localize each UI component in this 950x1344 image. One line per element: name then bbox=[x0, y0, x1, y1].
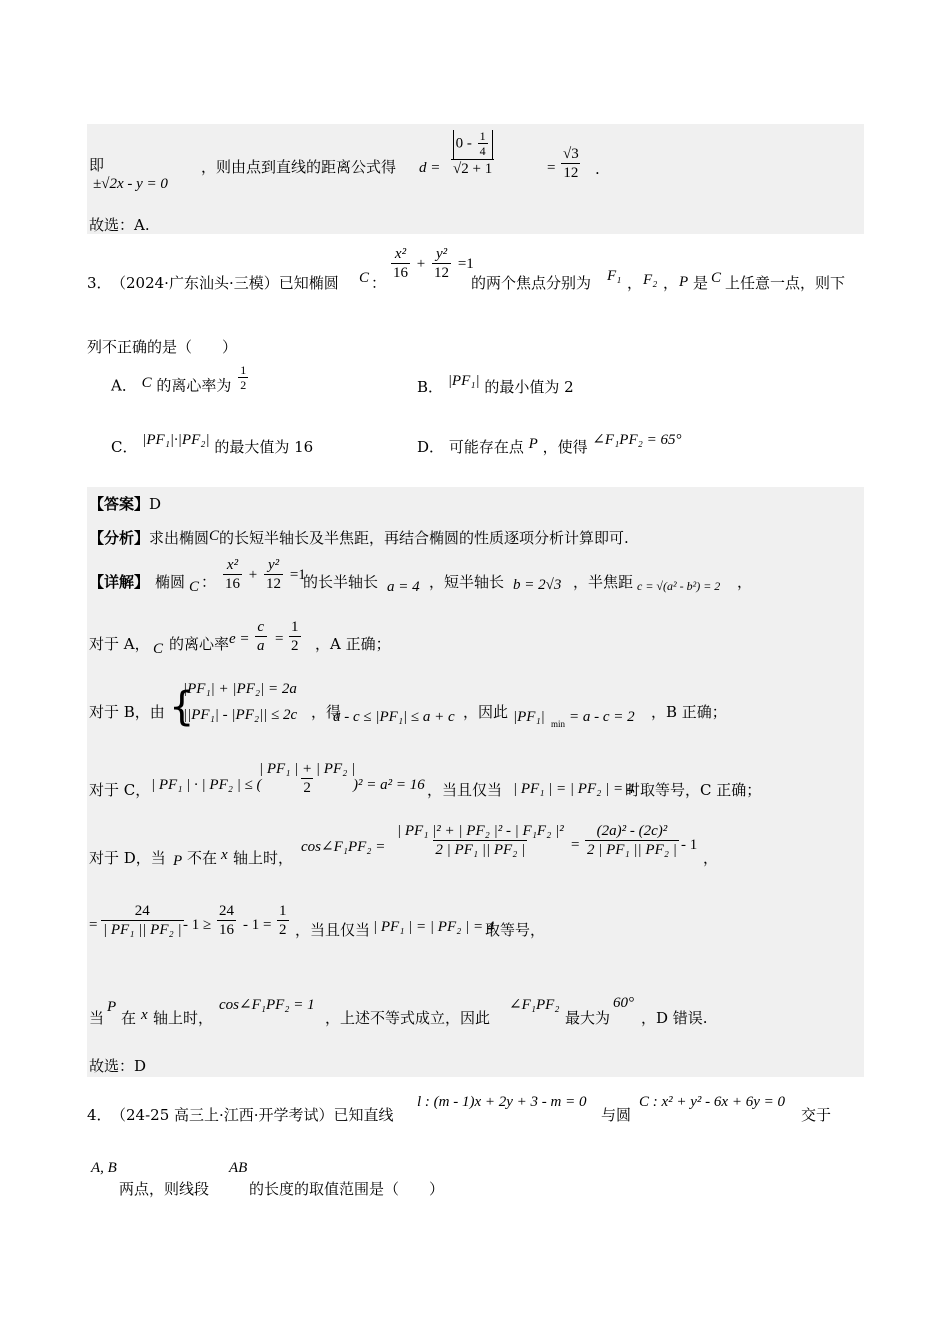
line-equation: l : (m - 1)x + 2y + 3 - m = 0 bbox=[417, 1094, 587, 1110]
ellipse-equation-detail: $\frac{\text{x²}}{16}$ + $\frac{\text{y²}}{12}$ =1 bbox=[225, 557, 306, 592]
question-3 bbox=[87, 244, 864, 474]
analysis-line: 【分析】求出椭圆C的长短半轴长及半焦距，再结合椭圆的性质逐项分析计算即可. bbox=[89, 528, 629, 547]
abs-zero: 0 - bbox=[455, 135, 472, 152]
detail-line-D: 对于 D，当 P 不在 x 轴上时， cos∠F₁PF₂ = $\frac{\text{| PF₁ |² + | PF₂ |² - | F₁F₂ |²}}{\text{2 | PF₁ || PF₂ |}}$ = $\frac{\text{(2a)² - (2c)²}}{\text{2 | PF₁ || PF₂ |}}$ - 1 ， bbox=[89, 823, 719, 869]
line-equation: ±√2x - y = 0 bbox=[93, 176, 168, 192]
question-number: 3． bbox=[87, 274, 112, 292]
solution-2-block: 即 ±√2x - y = 0 ，则由点到直线的距离公式得 d = 0 - $\frac{1}{4}$ √2 + 1 = $\frac{√3}{12}$ . 故选：A. bbox=[87, 124, 864, 234]
point-P: P bbox=[679, 274, 689, 290]
quarter-den: 4 bbox=[479, 144, 486, 159]
result-num: √3 bbox=[563, 146, 579, 162]
foci-text: 的两个焦点分别为 bbox=[471, 274, 592, 292]
quarter-num: 1 bbox=[479, 129, 486, 143]
final-answer: 故选：D bbox=[89, 1057, 147, 1075]
solution-3-block bbox=[87, 487, 864, 1077]
detail-line-F: 当 P 在 x 轴上时， cos∠F₁PF₂ = 1 ，上述不等式成立，因此 ∠F₁PF₂ 最大为 60° ，D 错误. bbox=[89, 995, 708, 1027]
formula-lhs: d = bbox=[419, 160, 441, 176]
formula-end: . bbox=[595, 160, 600, 178]
sqrt-denominator: √2 + 1 bbox=[453, 160, 493, 177]
question-4-line-1: 4． （24-25 高三上·江西·开学考试）已知直线 l : (m - 1)x + 2y + 3 - m = 0 与圆 C : x² + y² - 6x + 6y = 0 交于 bbox=[87, 1094, 832, 1124]
question-source: （2024·广东汕头·三模）已知椭圆 bbox=[111, 274, 339, 292]
detail-line: 【详解】 椭圆 C ： $\frac{\text{x²}}{16}$ + $\frac{\text{y²}}{12}$ =1 的长半轴长 a = 4 ，短半轴长 b = 2√3 ，半焦距 c = √(a² - b²) = 2 ， bbox=[89, 557, 753, 595]
distance-formula bbox=[449, 130, 496, 178]
question-3-line-2: 列不正确的是（ ） bbox=[87, 338, 238, 356]
result-den: 12 bbox=[563, 164, 579, 181]
result-fraction bbox=[559, 146, 583, 182]
ellipse-equation: $\frac{\text{x²}}{16}$ + $\frac{\text{y²}}{12}$ =1 bbox=[393, 246, 474, 281]
answer-line: 故选：A. bbox=[89, 216, 150, 234]
detail-line-B: 对于 B，由 { |PF₁| + |PF₂| = 2a ||PF₁| - |PF₂|| ≤ 2c ，得 a - c ≤ |PF₁| ≤ a + c ，因此 |PF₁| min = a - c = 2 ，B 正确； bbox=[89, 681, 727, 730]
question-3-line-1: 3． （2024·广东汕头·三模）已知椭圆 C ： $\frac{\text{x²}}{16}$ + $\frac{\text{y²}}{12}$ =1 的两个焦点分别为 F₁ ， F₂ ， P 是 C 上任意一点，则下 bbox=[87, 246, 846, 292]
detail-line-C: 对于 C， | PF₁ | · | PF₂ | ≤ ( $\frac{\text{| PF₁ | + | PF₂ |}}{2}$ )² = a² = 16 ，当且仅当 | PF₁ | = | PF₂ | = 4 时取等号，C 正确； bbox=[89, 761, 762, 799]
focus-F2: F₂ bbox=[643, 272, 658, 288]
option-D[interactable]: D． 可能存在点 P ，使得 ∠F₁PF₂ = 65° bbox=[417, 432, 682, 456]
detail-line-E: = $\frac{24}{\text{| PF₁ || PF₂ |}}$ - 1 ≥ $\frac{24}{16}$ - 1 = $\frac{1}{2}$ ，当且仅当 | PF₁ | = | PF₂ | = 4 取等号， bbox=[89, 903, 546, 939]
intro-text: 即 bbox=[89, 156, 105, 174]
focus-F1: F₁ bbox=[607, 268, 622, 284]
ellipse-C-2: C bbox=[711, 270, 722, 286]
option-B[interactable]: B． |PF₁| 的最小值为 2 bbox=[417, 373, 574, 396]
question-4-line-2: A, B 两点，则线段 AB 的长度的取值范围是（ ） bbox=[91, 1160, 445, 1198]
detail-line-A: 对于 A， C 的离心率 e = $\frac{c}{a}$ = $\frac{1}{2}$ ，A 正确； bbox=[89, 619, 391, 657]
ellipse-C: C bbox=[359, 270, 370, 286]
circle-equation: C : x² + y² - 6x + 6y = 0 bbox=[639, 1094, 785, 1110]
middle-text: ，则由点到直线的距离公式得 bbox=[201, 158, 397, 176]
question-4 bbox=[87, 1090, 864, 1210]
answer-line: 【答案】D bbox=[89, 495, 162, 513]
option-C[interactable]: C． |PF₁|·|PF₂| 的最大值为 16 bbox=[111, 432, 314, 456]
option-A[interactable]: A． C 的离心率为 $\frac{1}{2}$ bbox=[111, 363, 247, 395]
